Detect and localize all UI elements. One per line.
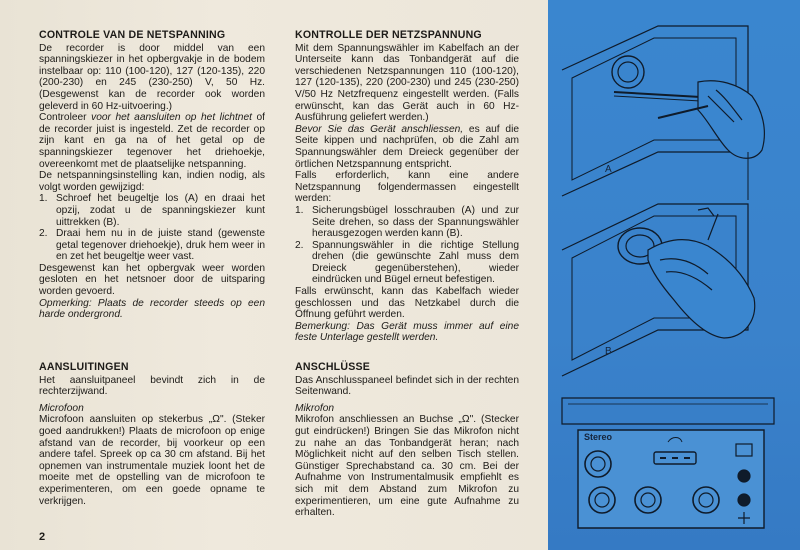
illustrations	[548, 0, 800, 550]
list-item: 1. Schroef het beugeltje los (A) en draai het opzij, zodat u de spanningskiezer kunt uittrekken (B).	[39, 193, 265, 228]
note: Opmerking: Plaats de recorder steeds op een harde ondergrond.	[39, 297, 265, 321]
steps-list	[39, 193, 265, 263]
subheading: Microfoon	[39, 402, 84, 414]
paragraph: Controleer voor het aansluiten op het lichtnet of de recorder juist is ingesteld. Zet de recorder op zijn kant en ga na of het getal op de spanningskiezer tegenover het driehoekje, overeenkomt met de plaatselijke netspanning.	[39, 112, 265, 170]
figure-b-label: B	[605, 346, 612, 357]
paragraph: Het aansluitpaneel bevindt zich in de rechterzijwand.	[39, 374, 265, 398]
paragraph: Falls erforderlich, kann eine andere Netzspannung folgendermassen eingestellt werden:	[295, 170, 519, 205]
steps-list	[295, 205, 519, 286]
list-item: 2. Spannungswähler in die richtige Stellung drehen (die gewünschte Zahl muss dem Dreieck gegenüberstehen), wieder eindrücken und Bügel erneut befestigen.	[295, 239, 519, 286]
stereo-label: Stereo	[584, 432, 613, 442]
figure-a-label: A	[605, 164, 612, 175]
illustration-panel	[548, 0, 800, 550]
list-item: 1. Sicherungsbügel losschrauben (A) und zur Seite drehen, so dass der Spannungswähler herausgezogen werden kann (B).	[295, 204, 519, 240]
paragraph: Mikrofon anschliessen an Buchse „Ω". (Stecker gut eindrücken!) Bringen Sie das Mikrofon nicht zu nahe an das Tonbandgerät heran; nach Möglichkeit nicht auf den selben Tisch stellen. Günstiger Sprechabstand ca. 30 cm. Bei der Aufnahme von Instrumentalmusik empfiehlt es sich mit dem Abstand zum Mikrofon zu experimentieren, um eine gute Aufnahme zu erhalten.	[295, 414, 519, 519]
connector-panel-drawing	[562, 398, 774, 528]
list-item: 2. Draai hem nu in de juiste stand (gewenste getal tegenover driehoekje), druk hem weer in en zet het beugeltje weer vast.	[39, 228, 265, 263]
paragraph: Bevor Sie das Gerät anschliessen, es auf die Seite kippen und nachprüfen, ob die Zahl am Spannungswähler dem Dreieck gegenüber der örtlichen Netzspannung entspricht.	[295, 123, 519, 170]
page-number: 2	[39, 531, 46, 543]
dutch-voltage-section	[39, 30, 265, 321]
dutch-connections-section	[39, 362, 265, 507]
note: Bemerkung: Das Gerät muss immer auf eine feste Unterlage gestellt werden.	[295, 320, 519, 344]
figure-b-drawing	[562, 204, 755, 376]
paragraph: De recorder is door middel van een spanningskiezer in het opbergvakje in de bodem instelbaar op: 110 (100-120), 127 (120-135), 220 (200-230) en 245 (230-250) V, 50 Hz. (Desgewenst kan de recorder ook worden geleverd in 60 Hz-uitvoering.)	[39, 42, 265, 112]
paragraph: Mit dem Spannungswähler im Kabelfach an der Unterseite kann das Tonbandgerät auf die verschiedenen Netzspannungen 110 (100-120), 127 (120-135), 220 (200-230) und 245 (230-250) V/50 Hz Netzfrequenz eingestellt werden. (Falls erwünscht, kan das Gerät auch in 60 Hz-Ausführung geliefert werden.)	[295, 42, 519, 124]
section-heading: AANSLUITINGEN	[39, 361, 129, 373]
paragraph: Das Anschlusspaneel befindet sich in der rechten Seitenwand.	[295, 374, 519, 398]
german-connections-section	[295, 362, 519, 519]
figure-a-drawing	[562, 26, 764, 200]
section-heading: CONTROLE VAN DE NETSPANNING	[39, 29, 226, 41]
german-voltage-section	[295, 30, 519, 344]
section-heading: KONTROLLE DER NETZSPANNUNG	[295, 29, 482, 41]
paragraph: Desgewenst kan het opbergvak weer worden gesloten en het netsnoer door de uitsparing worden gevoerd.	[39, 262, 265, 298]
subheading: Mikrofon	[295, 402, 335, 414]
section-heading: ANSCHLÜSSE	[295, 361, 370, 373]
paragraph: De netspanningsinstelling kan, indien nodig, als volgt worden gewijzigd:	[39, 170, 265, 193]
paragraph: Microfoon aansluiten op stekerbus „Ω". (Steker goed aandrukken!) Plaats de microfoon op enige afstand van de recorder, bij voorkeur op een andere tafel. Spreek op ca 30 cm afstand. Bij het opnemen van instrumentale muziek loont het de moeite met de opstelling van de microfoon te experimenteren, om een goede opname te verkrijgen.	[39, 414, 265, 507]
paragraph: Falls erwünscht, kann das Kabelfach wieder geschlossen und das Netzkabel durch die Öffnung geführt werden.	[295, 286, 519, 321]
